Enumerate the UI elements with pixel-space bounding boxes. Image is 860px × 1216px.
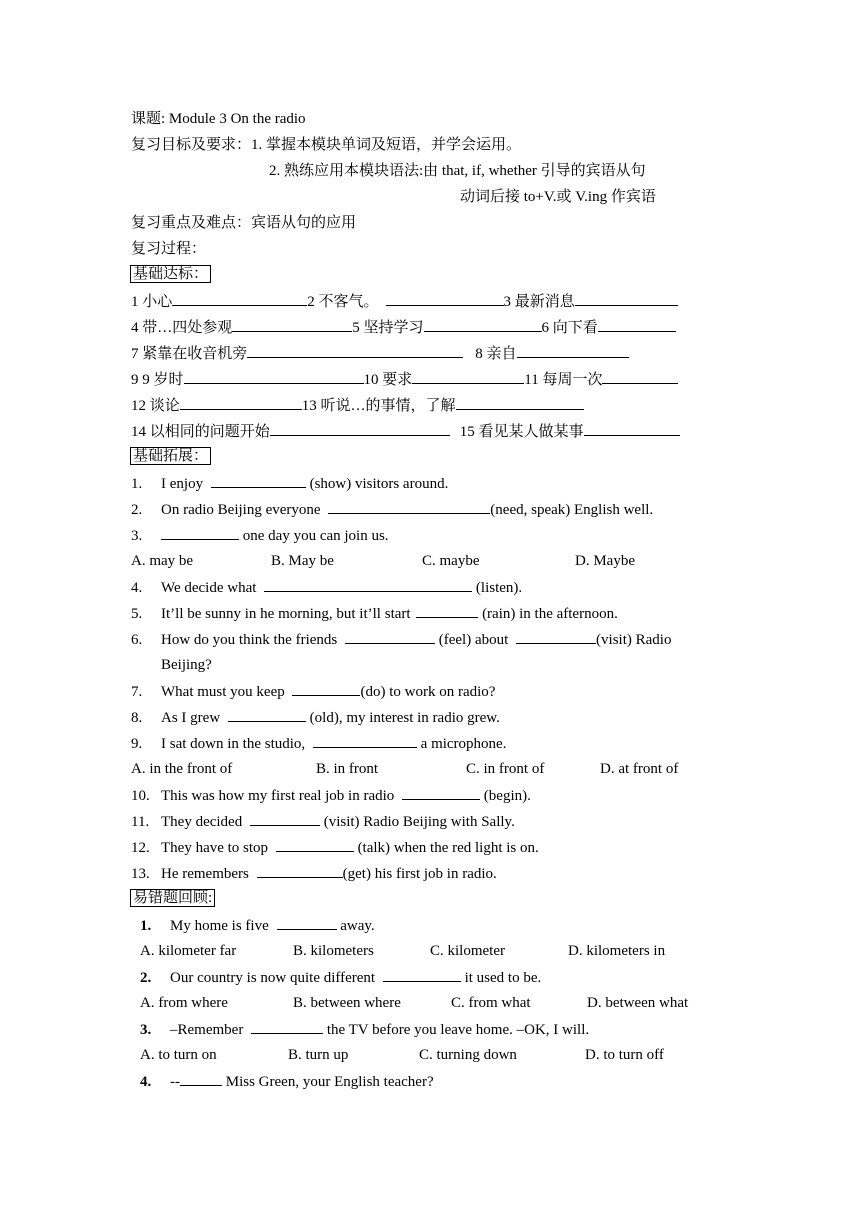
goal-1: 1. 掌握本模块单词及短语，并学会运用。 (251, 137, 522, 153)
goal-2: 2. 熟练应用本模块语法:由 that, if, whether 引导的宾语从句 (269, 163, 646, 179)
vocab-row-2: 4 带…四处参观 5 坚持学习 6 向下看 (131, 317, 676, 338)
lesson-title: 课题: Module 3 On the radio (131, 111, 306, 127)
vocab-row-3: 7 紧靠在收音机旁 8 亲自 (131, 343, 629, 364)
ext-item-7: 7. What must you keep (do) to work on radio? (131, 681, 495, 702)
mistake-item-2-option-b: B. between where (293, 995, 401, 1011)
ext-item-9: 9. I sat down in the studio, a microphone. (131, 733, 506, 754)
mistake-item-2-option-c: C. from what (451, 995, 531, 1011)
ext-item-5: 5. It’ll be sunny in he morning, but it’ll start (rain) in the afternoon. (131, 603, 618, 624)
mistake-item-1: 1. My home is five away. (140, 915, 375, 936)
vocab-row-1: 1 小心 2 不客气。 3 最新消息 (131, 291, 678, 312)
mistake-item-1-option-a: A. kilometer far (140, 943, 237, 959)
vocab-row-5: 12 谈论 13 听说…的事情，了解 (131, 395, 584, 416)
vocab-row-6: 14 以相同的问题开始 15 看见某人做某事 (131, 421, 680, 442)
mistake-item-3-option-b: B. turn up (288, 1047, 349, 1063)
ext-item-9-option-c: C. in front of (466, 761, 545, 777)
section-extension-title: 基础拓展： (130, 446, 211, 466)
ext-item-6: 6. How do you think the friends (feel) about (visit) Radio (131, 629, 671, 650)
mistake-item-2-option-a: A. from where (140, 995, 228, 1011)
mistake-item-3-option-d: D. to turn off (585, 1047, 664, 1063)
mistake-item-1-option-c: C. kilometer (430, 943, 505, 959)
ext-item-10: 10. This was how my first real job in radio (begin). (131, 785, 531, 806)
ext-item-11: 11. They decided (visit) Radio Beijing with Sally. (131, 811, 515, 832)
mistake-item-4: 4. -- Miss Green, your English teacher? (140, 1071, 434, 1092)
mistake-item-1-option-b: B. kilometers (293, 943, 374, 959)
ext-item-9-option-a: A. in the front of (131, 761, 233, 777)
ext-item-9-option-b: B. in front (316, 761, 379, 777)
goal-label: 复习目标及要求： (131, 137, 252, 153)
ext-item-1: 1. I enjoy (show) visitors around. (131, 473, 448, 494)
ext-item-3-option-d: D. Maybe (575, 553, 635, 569)
ext-item-8: 8. As I grew (old), my interest in radio grew. (131, 707, 500, 728)
ext-item-2: 2. On radio Beijing everyone (need, speak) English well. (131, 499, 653, 520)
ext-item-13: 13. He remembers (get) his first job in radio. (131, 863, 497, 884)
ext-item-12: 12. They have to stop (talk) when the red light is on. (131, 837, 539, 858)
mistake-item-3-option-a: A. to turn on (140, 1047, 217, 1063)
mistake-item-3-option-c: C. turning down (419, 1047, 517, 1063)
ext-item-3: 3. one day you can join us. (131, 525, 389, 546)
goal-2-continued: 动词后接 to+V.或 V.ing 作宾语 (460, 189, 656, 205)
ext-item-3-option-a: A. may be (131, 553, 194, 569)
ext-item-3-option-c: C. maybe (422, 553, 480, 569)
section-basic-title: 基础达标： (130, 264, 211, 284)
review-process: 复习过程： (131, 241, 207, 257)
review-goals (131, 135, 521, 155)
ext-item-4: 4. We decide what (listen). (131, 577, 522, 598)
ext-item-6-continued: Beijing? (161, 657, 212, 673)
mistake-item-2: 2. Our country is now quite different it used to be. (140, 967, 541, 988)
mistake-item-2-option-d: D. between what (587, 995, 689, 1011)
key-points: 复习重点及难点：宾语从句的应用 (131, 215, 357, 231)
ext-item-3-option-b: B. May be (271, 553, 334, 569)
mistake-item-1-option-d: D. kilometers in (568, 943, 666, 959)
ext-item-9-option-d: D. at front of (600, 761, 679, 777)
section-mistakes-title: 易错题回顾: (130, 888, 215, 908)
mistake-item-3: 3. –Remember the TV before you leave home. –OK, I will. (140, 1019, 589, 1040)
vocab-row-4: 9 9 岁时 10 要求 11 每周一次 (131, 369, 678, 390)
